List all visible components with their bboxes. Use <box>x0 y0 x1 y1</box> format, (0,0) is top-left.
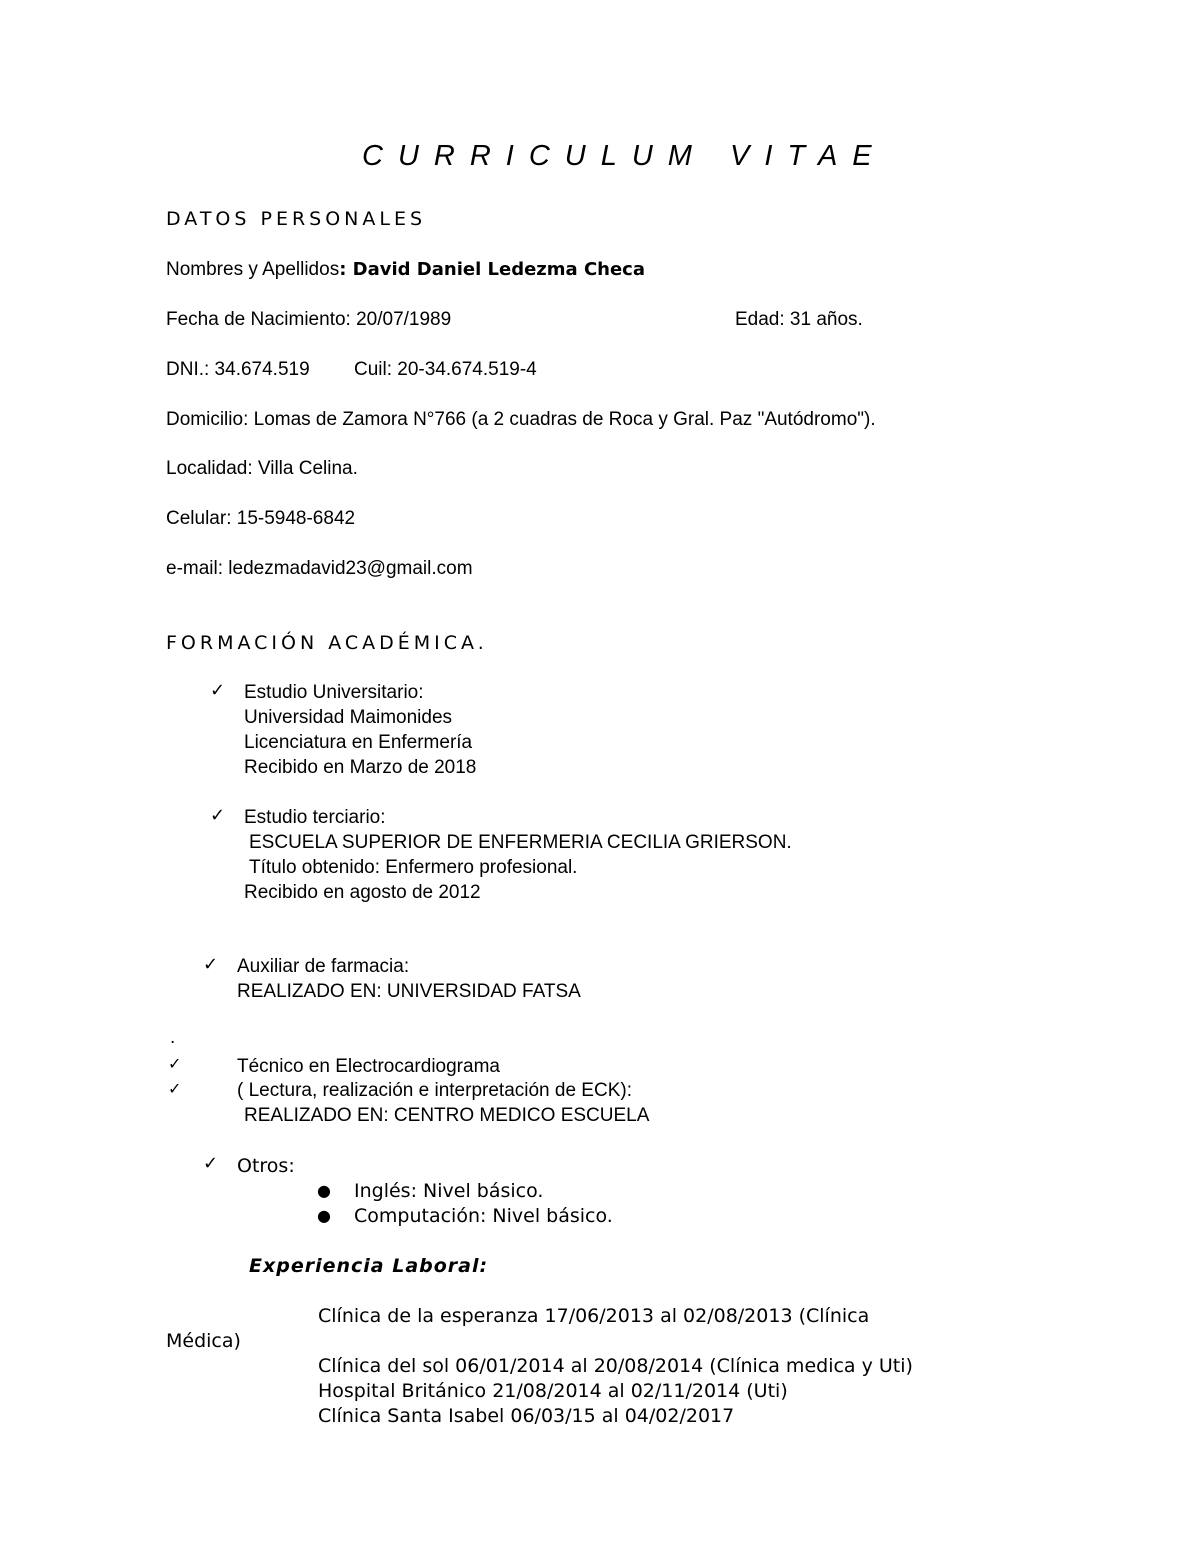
others-label: Otros: <box>237 1155 295 1177</box>
check-icon: ✓ <box>210 680 226 701</box>
bullet-icon: ● <box>317 1181 331 1200</box>
others-item: Inglés: Nivel básico. <box>354 1180 544 1202</box>
experience-entry: Clínica Santa Isabel 06/03/15 al 04/02/2017 <box>318 1405 735 1427</box>
university-line: Universidad Maimonides <box>244 707 453 728</box>
stray-dot: . <box>170 1027 176 1048</box>
university-line: Recibido en Marzo de 2018 <box>244 757 477 778</box>
ecg-line: ( Lectura, realización e interpretación de ECK): <box>237 1080 632 1101</box>
experience-entry: Clínica de la esperanza 17/06/2013 al 02/08/2013 (Clínica <box>318 1305 870 1327</box>
experience-entry: Clínica del sol 06/01/2014 al 20/08/2014 (Clínica medica y Uti) <box>318 1355 913 1377</box>
ecg-line: REALIZADO EN: CENTRO MEDICO ESCUELA <box>244 1105 650 1126</box>
section-heading-education: FORMACIÓN ACADÉMICA. <box>166 632 488 654</box>
age: Edad: 31 años. <box>735 309 863 330</box>
locality: Localidad: Villa Celina. <box>166 458 358 479</box>
dni: DNI.: 34.674.519 <box>166 359 310 380</box>
check-icon: ✓ <box>203 1153 219 1174</box>
email: e-mail: ledezmadavid23@gmail.com <box>166 558 473 579</box>
name-line <box>166 259 645 281</box>
check-icon: ✓ <box>203 954 219 975</box>
ecg-line: Técnico en Electrocardiograma <box>237 1056 500 1077</box>
name-value: : David Daniel Ledezma Checa <box>339 259 645 280</box>
section-heading-personal: DATOS PERSONALES <box>166 208 427 230</box>
tertiary-label: Estudio terciario: <box>244 807 386 828</box>
tertiary-line: Título obtenido: Enfermero profesional. <box>249 857 578 878</box>
birth-date: Fecha de Nacimiento: 20/07/1989 <box>166 309 452 330</box>
university-line: Licenciatura en Enfermería <box>244 732 473 753</box>
section-heading-experience: Experiencia Laboral: <box>249 1255 489 1277</box>
check-icon: ✓ <box>168 1079 182 1098</box>
check-icon: ✓ <box>168 1054 182 1073</box>
tertiary-line: ESCUELA SUPERIOR DE ENFERMERIA CECILIA GRIERSON. <box>249 832 792 853</box>
tertiary-line: Recibido en agosto de 2012 <box>244 882 481 903</box>
experience-entry-continuation: Médica) <box>166 1330 241 1352</box>
pharmacy-label: Auxiliar de farmacia: <box>237 956 410 977</box>
name-label: Nombres y Apellidos <box>166 259 340 280</box>
cuil: Cuil: 20-34.674.519-4 <box>354 359 537 380</box>
check-icon: ✓ <box>210 805 226 826</box>
others-item: Computación: Nivel básico. <box>354 1205 613 1227</box>
phone: Celular: 15-5948-6842 <box>166 508 356 529</box>
page-title: CURRICULUM VITAE <box>362 140 887 172</box>
pharmacy-line: REALIZADO EN: UNIVERSIDAD FATSA <box>237 981 581 1002</box>
experience-entry: Hospital Británico 21/08/2014 al 02/11/2014 (Uti) <box>318 1380 788 1402</box>
address: Domicilio: Lomas de Zamora N°766 (a 2 cuadras de Roca y Gral. Paz "Autódromo"). <box>166 409 876 430</box>
bullet-icon: ● <box>317 1206 331 1225</box>
university-label: Estudio Universitario: <box>244 682 424 703</box>
